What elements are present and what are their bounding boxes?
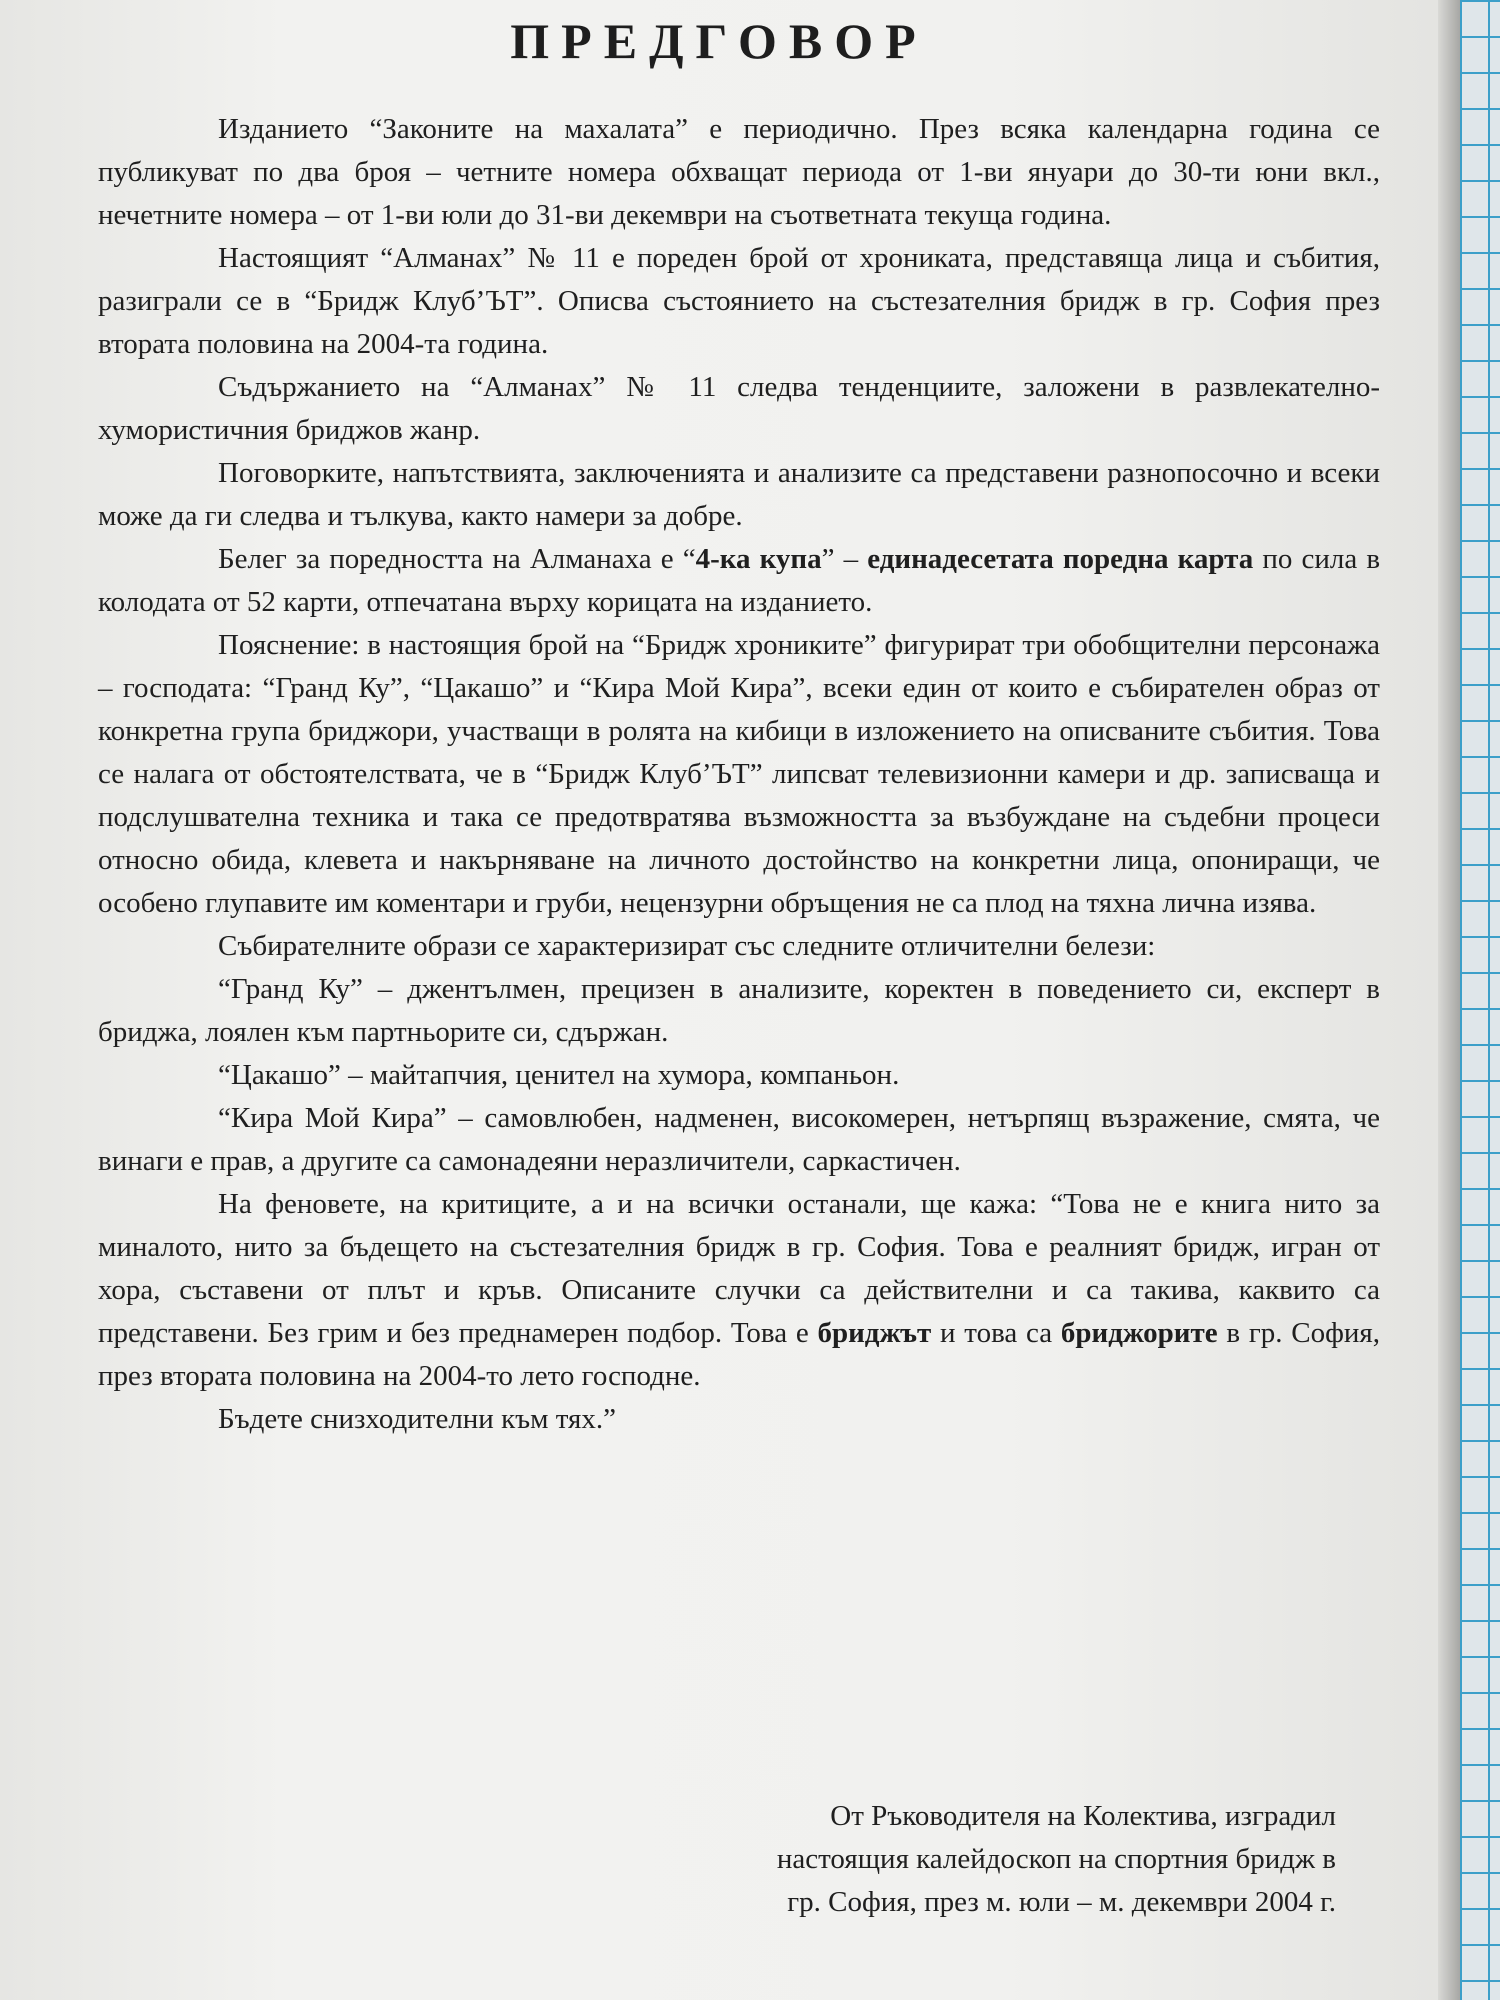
paragraph-content: Съдържанието на “Алманах” № 11 следва тенденциите, заложени в развлекателно-хумористичния бриджов жанр. [98,371,1380,446]
preface-body [98,108,1380,1441]
signature-block [636,1795,1336,1924]
background-grid-paper [1460,0,1500,2000]
bold-card: 4-ка купа [695,543,822,575]
bold-bridge: бриджът [817,1317,932,1349]
paragraph-card-mark: Белег за поредността на Алманаха е “4-ка купа” – единадесетата поредна карта по сила в колодата от 52 карти, отпечатана върху корицата на изданието. [98,543,1381,618]
paragraph-fans: На феновете, на критиците, а и на всички останали, ще кажа: “Това не е книга нито за миналото, нито за бъдещето на състезателния бридж в гр. София. Това е реалният бридж, игран от хора, съставени от плът и кръв. Описаните случки са действителни и са такива, каквито са представени. Без грим и без преднамерен подбор. Това е бриджът и това са бриджорите в гр. София, през втората половина на 2004-то лето господне. [98,1188,1380,1392]
paragraph-kira: “Кира Мой Кира” – самовлюбен, надменен, високомерен, нетърпящ възражение, смята, че винаги е прав, а другите са самонадеяни неразличители, саркастичен. [98,1102,1380,1177]
signature-line-1: От Ръководителя на Колектива, изградил [830,1800,1336,1832]
paragraph-characteristics: Събирателните образи се характеризират със следните отличителни белези: [218,930,1156,962]
bold-eleventh-card: единадесетата поредна карта [867,543,1254,575]
paragraph-grand-ku: “Гранд Ку” – джентълмен, прецизен в анализите, коректен в поведението си, експерт в бриджа, лоялен към партньорите си, сдържан. [98,973,1380,1048]
signature-line-2: настоящия калейдоскоп на спортния бридж в [776,1843,1336,1875]
paragraph-explanation: Пояснение: в настоящия брой на “Бридж хрониките” фигурират три обобщителни персонажа – господата: “Гранд Ку”, “Цакашо” и “Кира Мой Кира”, всеки един от които е събирателен образ от конкретна група бриджори, участващи в ролята на кибици в изложението на описваните събития. Това се налага от обстоятелствата, че в “Бридж Клуб’ЪТ” липсват телевизионни камери и др. записваща и подслушвателна техника и така се предотвратява възможността за възбуждане на съдебни процеси относно обида, клевета и накърняване на личното достойнство на конкретни лица, опониращи, че особено глупавите им коментари и груби, нецензурни обръщения не са плод на тяхна лична изява. [98,629,1380,919]
paragraph-closing: Бъдете снизходителни към тях.” [218,1403,617,1435]
paragraph-edition: Изданието “Законите на махалата” е периодично. През всяка календарна година се публикуват по два броя – четните номера обхващат периода от 1-ви януари до 30-ти юни вкл., нечетните номера – от 1-ви юли до 31-ви декември на съответната текуща година. [98,113,1380,231]
bold-players: бриджорите [1060,1317,1218,1349]
paragraph-tsakasho: “Цакашо” – майтапчия, ценител на хумора, компаньон. [218,1059,900,1091]
page-title: ПРЕДГОВОР [510,13,928,69]
signature-line-3: гр. София, през м. юли – м. декември 2004 г. [787,1886,1336,1918]
page-edge [1438,0,1460,2000]
paragraph-sayings: Поговорките, напътствията, заключенията и анализите са представени разнопосочно и всеки може да ги следва и тълкува, както намери за добре. [98,457,1380,532]
paragraph-almanac: Настоящият “Алманах” № 11 е пореден брой от хрониката, представяща лица и събития, разиграли се в “Бридж Клуб’ЪТ”. Описва състоянието на състезателния бридж в гр. София през втората половина на 2004-та година. [98,242,1380,360]
